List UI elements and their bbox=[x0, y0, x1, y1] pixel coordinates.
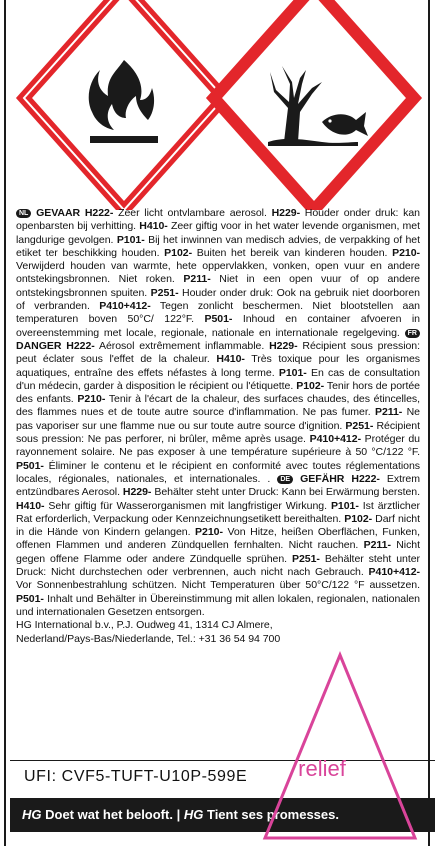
hazard-text: Zeer giftig voor in het water levende organismen, met langdurige gevolgen. bbox=[16, 220, 420, 246]
precaution-text: Buiten het bereik van kinderen houden. bbox=[192, 246, 393, 259]
precaution-text: Von Hitze, heißen Oberflächen, Funken, offenen Flammen und anderen Zündquellen fernhalten. Nicht rauchen. bbox=[16, 526, 421, 552]
precaution-text: Vor Sonnenbestrahlung schützen. Nicht Temperaturen über 50°C/122 °F aussetzen. bbox=[16, 579, 420, 592]
hazard-text: Très toxique pour les organismes aquatiques, entraîne des effets néfastes à long terme. bbox=[16, 353, 420, 379]
hazard-code: H229- bbox=[271, 207, 301, 219]
hazard-code: H222- bbox=[66, 339, 95, 352]
precaution-code: P101- bbox=[330, 499, 359, 512]
precaution-code: P211- bbox=[363, 539, 391, 552]
ghs-pictograms bbox=[6, 0, 432, 210]
precaution-code: P210- bbox=[392, 246, 420, 259]
signal-word: GEFÄHR bbox=[300, 472, 345, 485]
address-line: HG International b.v., P.J. Oudweg 41, 1314 CJ Almere, bbox=[16, 619, 273, 632]
precaution-code: P101- bbox=[116, 233, 145, 246]
hazard-text: Behälter steht unter Druck: Kann bei Erwärmung bersten. bbox=[151, 486, 420, 499]
product-label bbox=[4, 0, 430, 846]
precaution-code: P501- bbox=[204, 313, 233, 326]
address-line: Nederland/Pays-Bas/Niederlande, Tel.: +31 36 54 94 700 bbox=[16, 632, 281, 645]
precaution-code: P501- bbox=[16, 592, 44, 605]
separator: | bbox=[176, 807, 181, 822]
precaution-text: Behälter steht unter Druck: Nicht durchstechen oder verbrennen, auch nicht nach Gebrauch. bbox=[16, 552, 420, 579]
precaution-text: Inhalt und Behälter in Übereinstimmung mit allen lokalen, regionalen, nationalen und internationalen Gesetzen entsorgen. bbox=[16, 592, 420, 618]
precaution-code: P211- bbox=[183, 273, 211, 286]
footer-bar bbox=[10, 798, 435, 832]
brand-mark: HG bbox=[183, 807, 204, 822]
stamp-text: relief bbox=[298, 756, 346, 781]
precaution-text: En cas de consultation d'un médecin, garder à disposition le récipient ou l'étiquette. bbox=[16, 366, 420, 392]
precaution-code: P251- bbox=[345, 419, 374, 432]
hazard-text: Zeer licht ontvlambare aerosol. bbox=[113, 207, 272, 219]
hazard-code: H410- bbox=[16, 499, 45, 512]
precaution-code: P410+412- bbox=[309, 433, 362, 446]
precaution-code: P410+412- bbox=[368, 566, 420, 579]
hazard-text: Sehr giftig für Wasserorganismen mit langfristiger Wirkung. bbox=[44, 499, 331, 512]
ufi-code: UFI: CVF5-TUFT-U10P-599E bbox=[24, 768, 248, 785]
flame-icon bbox=[24, 0, 224, 210]
environment-icon bbox=[214, 0, 414, 210]
precaution-text: Tenir à l'écart de la chaleur, des surfaces chaudes, des étincelles, des flammes nues et de toute autre source d'inflammation. Ne pas fumer. bbox=[16, 393, 420, 419]
slogan: Tient ses promesses. bbox=[206, 807, 339, 822]
hazard-code: H222- bbox=[84, 207, 114, 219]
precaution-text: Protéger du rayonnement solaire. Ne pas exposer à une température supérieure à 50 °C/122 °F. bbox=[16, 433, 420, 459]
hazard-text: Houder onder druk: kan openbarsten bij verhitting. bbox=[16, 207, 421, 233]
precaution-text: Récipient sous pression: Ne pas perforer, ni brûler, même après usage. bbox=[16, 419, 420, 446]
slogan: Doet wat het belooft. bbox=[45, 807, 173, 822]
hazard-code: H410- bbox=[216, 353, 245, 366]
precaution-code: P410+412- bbox=[99, 300, 151, 313]
hazard-code: H229- bbox=[269, 339, 298, 352]
precaution-code: P251- bbox=[292, 552, 320, 565]
precaution-code: P210- bbox=[77, 393, 106, 406]
hazard-text: Extrem entzündbares Aerosol. bbox=[16, 472, 420, 499]
signal-word: GEVAAR bbox=[36, 207, 81, 219]
precaution-text: Darf nicht in die Hände von Kindern gelangen. bbox=[16, 512, 420, 539]
hazard-code: H222- bbox=[351, 472, 380, 485]
precaution-text: Verwijderd houden van warmte, hete oppervlakken, vonken, open vuur en andere ontstekingsbronnen. Niet roken. bbox=[16, 260, 420, 286]
precaution-text: Tenir hors de portée des enfants. bbox=[16, 379, 420, 406]
hazard-statements bbox=[16, 207, 420, 646]
precaution-text: Houder onder druk: Ook na gebruik niet doorboren of verbranden. bbox=[16, 286, 420, 313]
precaution-text: Ne pas vaporiser sur une flamme nue ou sur toute autre source d'ignition. bbox=[16, 406, 420, 432]
lang-badge-fr: FR bbox=[405, 329, 420, 338]
precaution-text: Inhoud en container afvoeren in overeenstemming met locale, regionale, nationale en internationale regelgeving. bbox=[16, 313, 421, 339]
precaution-code: P210- bbox=[195, 526, 223, 539]
precaution-text: Éliminer le contenu et le récipient en conformité avec toutes réglementations locales, régionales, nationales, et internationales. . bbox=[16, 459, 420, 485]
precaution-code: P102- bbox=[344, 512, 373, 525]
lang-badge-de: DE bbox=[277, 475, 293, 484]
hazard-code: H410- bbox=[139, 220, 168, 233]
brand-mark: HG bbox=[22, 807, 42, 822]
precaution-text: Bij het inwinnen van medisch advies, de verpakking of het etiket ter beschikking houden. bbox=[16, 233, 420, 259]
precaution-text: Ist ärztlicher Rat erforderlich, Verpackung oder Kennzeichnungsetikett bereithalten. bbox=[16, 499, 421, 525]
precaution-code: P501- bbox=[16, 459, 44, 472]
precaution-text: Nicht gegen offene Flamme oder andere Zündquelle sprühen. bbox=[16, 539, 420, 565]
hazard-text: Récipient sous pression: peut éclater sous l'effet de la chaleur. bbox=[16, 339, 420, 366]
signal-word: DANGER bbox=[16, 339, 62, 352]
hazard-code: H229- bbox=[122, 486, 152, 499]
precaution-code: P251- bbox=[150, 286, 179, 299]
divider bbox=[10, 760, 435, 761]
precaution-code: P102- bbox=[296, 379, 325, 392]
precaution-code: P211- bbox=[374, 406, 403, 419]
precaution-text: Tegen zonlicht beschermen. Niet blootstellen aan temperaturen boven 50°C/ 122°F. bbox=[16, 300, 420, 326]
precaution-text: Niet in een open vuur of op andere ontstekingsbronnen spuiten. bbox=[16, 273, 420, 299]
lang-badge-nl: NL bbox=[16, 209, 31, 218]
precaution-code: P101- bbox=[278, 366, 307, 379]
precaution-code: P102- bbox=[164, 246, 193, 259]
hazard-text: Aérosol extrêmement inflammable. bbox=[94, 339, 270, 352]
